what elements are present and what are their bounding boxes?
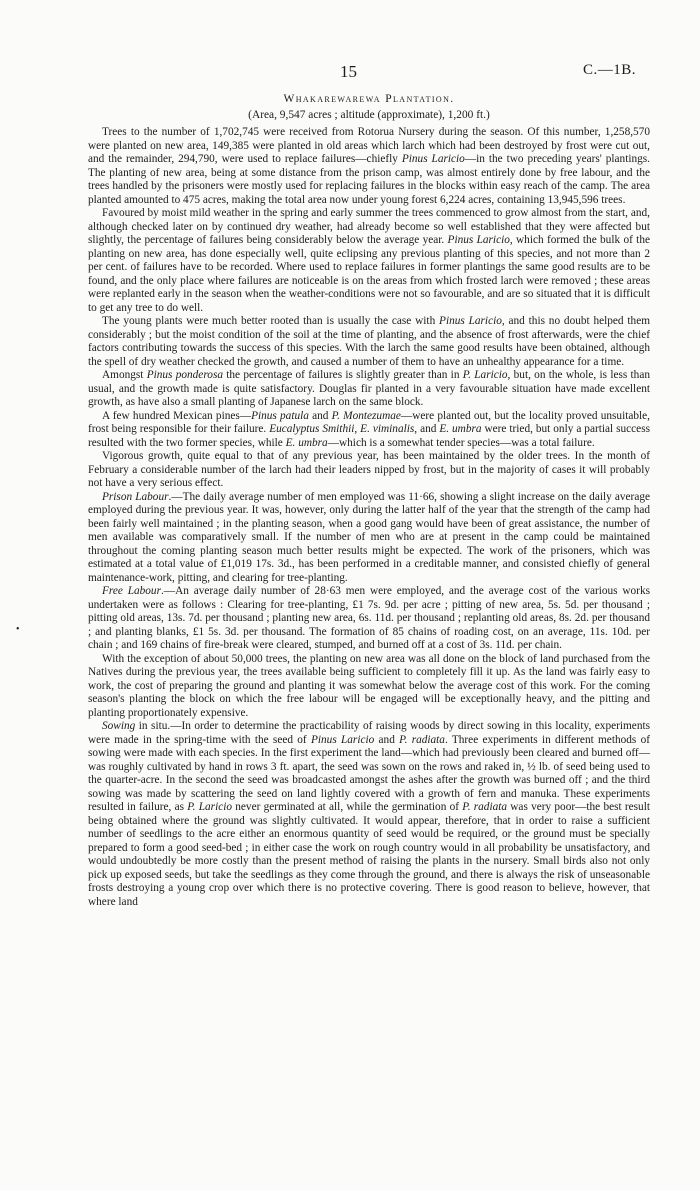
paragraph: The young plants were much better rooted than is usually the case with Pinus Laricio, and this no doubt helped them considerably ; but the moist condition of the soil at the time of planting, and the absence of frost afterwards, were the chief factors contributing towards the success of this species. With the larch the same good results have been obtained, although the spell of dry weather checked the growth, and caused a number of them to have an unhealthy appearance for a time. (88, 315, 650, 368)
paragraph: A few hundred Mexican pines—Pinus patula and P. Montezumae—were planted out, but the locality proved unsuitable, frost being responsible for their failure. Eucalyptus Smithii, E. viminalis, and E. umbra were tried, but only a partial success resulted with the two former species, while E. umbra—which is a somewhat tender species—was a total failure. (88, 409, 650, 449)
paragraph: Prison Labour.—The daily average number of men employed was 11·66, showing a slight increase on the daily average employed during the previous year. It was, however, only during the latter half of the year that the strength of the camp had been fairly well maintained ; in the planting season, when a good gang would have been of great assistance, the number of men available was comparatively small. If the number of men who are at present in the camp could be maintained throughout the coming planting season much better results might be expected. The work of the prisoners, which was estimated at a total value of £1,019 17s. 3d., has been performed in a creditable manner, and consisted chiefly of general maintenance-work, pitting, and clearing for tree-planting. (88, 490, 650, 584)
page-number: 15 (340, 62, 357, 81)
paragraph: Sowing in situ.—In order to determine the practicability of raising woods by direct sowing in this locality, experiments were made in the spring-time with the seed of Pinus Laricio and P. radiata. Three experiments in different methods of sowing were made with each species. In the first experiment the land—which had previously been cleared and burned off—was roughly cultivated by hand in rows 3 ft. apart, the seed was sown on the rows and raked in, ½ lb. of seed being used to the quarter-acre. In the second the seed was broadcasted amongst the ashes after the growth was burned off ; and the third sowing was made by scattering the seed on land lightly covered with a growth of fern and manuka. These experiments resulted in failure, as P. Laricio never germinated at all, while the germination of P. radiata was very poor—the best result being obtained where the ground was slightly cultivated. It would appear, therefore, that in order to raise a sufficient number of seedlings to the acre either an enormous quantity of seed would be required, or the ground must be specially prepared to form a good seed-bed ; in either case the work on rough country would in all probability be unsatisfactory, and would undoubtedly be more costly than the present method of raising the plants in the nursery. Small birds also not only pick up exposed seeds, but take the seedlings as they come through the ground, and there is always the risk of unseasonable frosts destroying a young crop over which there is no protective covering. There is good reason to believe, however, that where land (88, 720, 650, 908)
paragraph: Amongst Pinus ponderosa the percentage of failures is slightly greater than in P. Laricio, but, on the whole, is less than usual, and the growth made is quite satisfactory. Douglas fir planted in a very favourable situation have made excellent growth, as have also a small planting of Japanese larch on the same block. (88, 369, 650, 408)
section-subtitle: (Area, 9,547 acres ; altitude (approximate), 1,200 ft.) (248, 109, 490, 121)
paragraph: Free Labour.—An average daily number of 28·63 men were employed, and the average cost of the various works undertaken were as follows : Clearing for tree-planting, £1 7s. 9d. per acre ; pitting of new area, 5s. 5d. per thousand ; pitting old areas, 13s. 7d. per thousand ; planting new area, 6s. 11d. per thousand ; replanting old areas, 8s. 2d. per thousand ; and planting blanks, £1 5s. 3d. per thousand. The formation of 85 chains of roading cost, on an average, 11s. 10d. per chain ; and 169 chains of fire-break were cleared, stumped, and burned off at a cost of 3s. 11d. per chain. (88, 585, 650, 651)
section-title: Whakarewarewa Plantation. (283, 93, 455, 105)
body-text (88, 126, 650, 909)
document-code: C.—1B. (582, 62, 636, 78)
paragraph: With the exception of about 50,000 trees, the planting on new area was all done on the block of land purchased from the Natives during the previous year, the trees available being sufficient to completely fill it up. As the land was fairly easy to work, the cost of preparing the ground and planting it was somewhat below the average cost of this work. For the coming season's planting the block on which the free labour will be engaged will be exceptionally heavy, and the pitting and planting proportionately expensive. (88, 652, 650, 719)
page-content (88, 93, 650, 909)
paragraph: Vigorous growth, quite equal to that of any previous year, has been maintained by the older trees. In the month of February a considerable number of the larch had their leaders nipped by frost, but in the majority of cases it will probably not have a very serious effect. (88, 450, 650, 489)
margin-dot: • (16, 624, 20, 635)
paragraph: Trees to the number of 1,702,745 were received from Rotorua Nursery during the season. Of this number, 1,258,570 were planted on new area, 149,385 were planted in old areas which larch which had been destroyed by frost were cut out, and the remainder, 294,790, were used to replace failures—chiefly Pinus Laricio—in the two preceding years' plantings. The planting of new area, being at some distance from the prison camp, was almost entirely done by free labour, and the trees handled by the prisoners were mostly used for replacing failures in the blocks within easy reach of the camp. The area planted amounted to 475 acres, making the total area now under young forest 6,224 acres, containing 13,945,596 trees. (88, 126, 650, 206)
paragraph: Favoured by moist mild weather in the spring and early summer the trees commenced to grow almost from the start, and, although checked later on by continued dry weather, had already become so well established that they were affected but slightly, the percentage of failures being considerably below the average year. Pinus Laricio, which formed the bulk of the planting on new area, has done especially well, quite eclipsing any previous planting of this species, and not more than 2 per cent. of failures have to be recorded. Where used to replace failures in former plantings the same good results are to be found, and the only place where failures are noticeable is on the areas from which frosted larch were removed ; these areas were replanted early in the season when the weather-conditions were not so favourable, and are so situated that it is difficult to get any tree to do well. (88, 207, 650, 314)
